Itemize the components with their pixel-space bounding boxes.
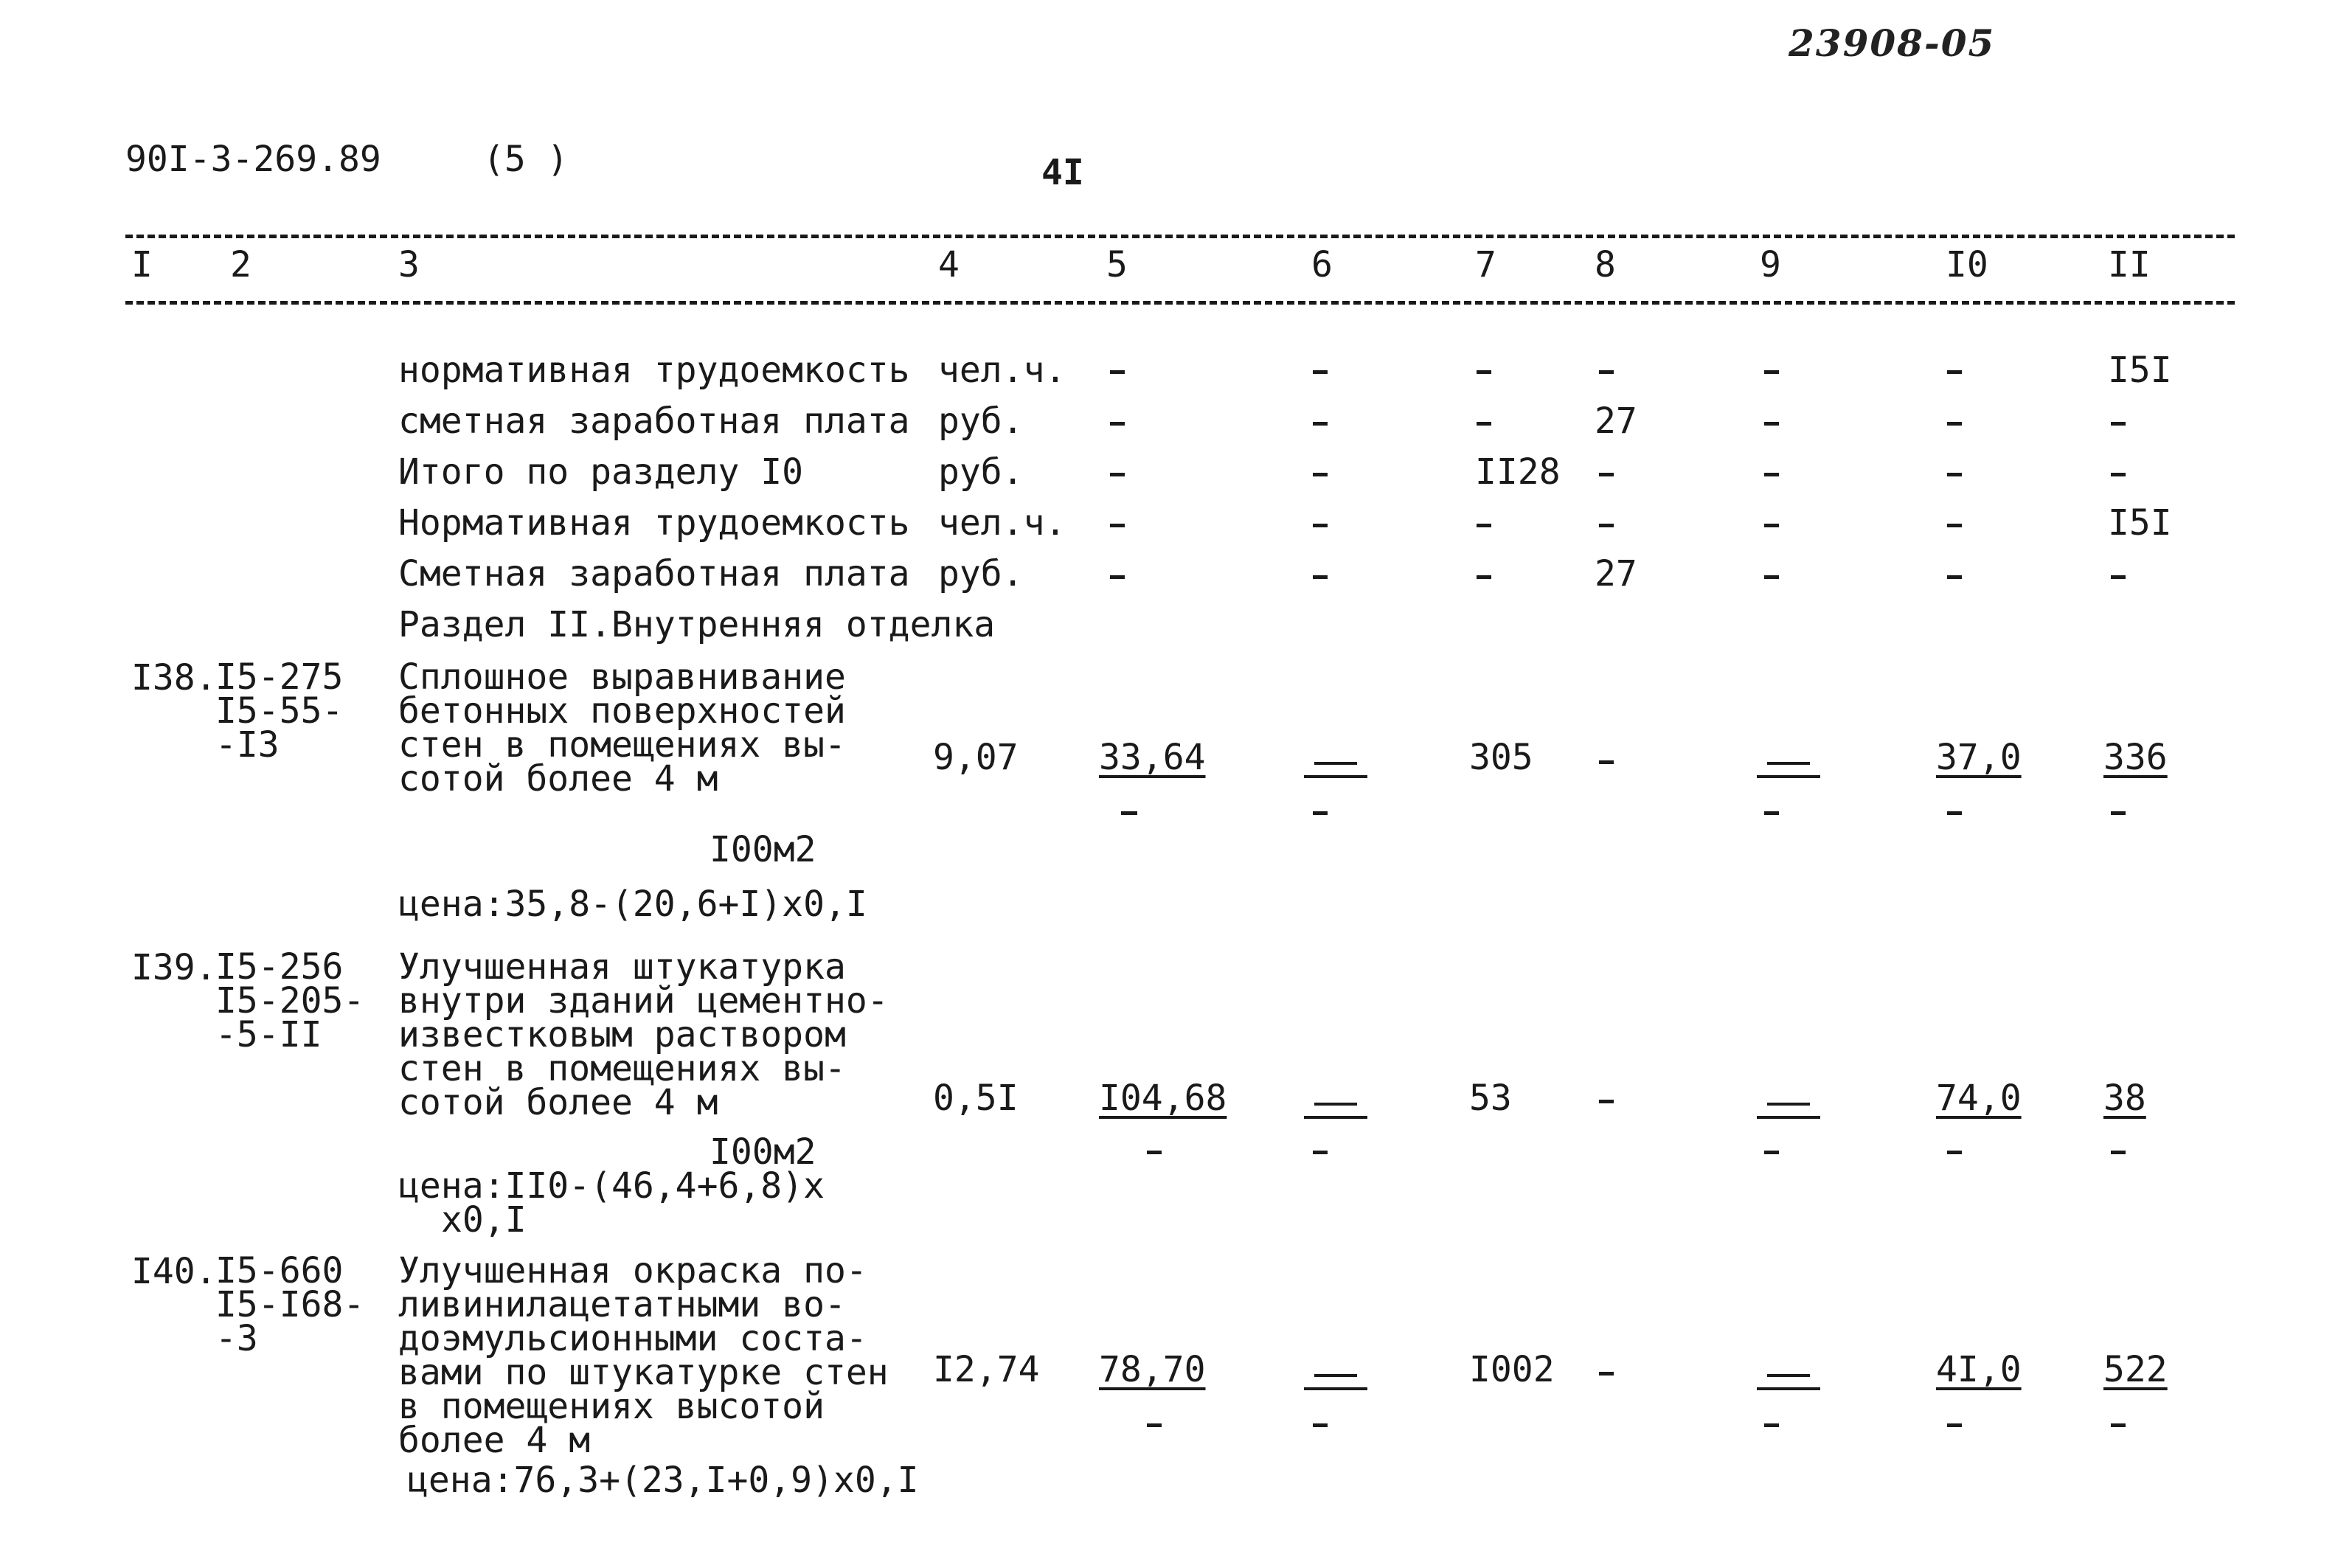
item-labor-norm: 74,0 [1936,1078,2022,1119]
item-code: -I3 [215,724,280,766]
subvalue-dash [1947,1151,1962,1154]
total-label: Сметная заработная плата [398,553,910,594]
col-header-11: II [2108,244,2151,285]
empty-dash [1313,422,1328,426]
empty-dash [1764,575,1779,579]
subvalue-dash [2111,1423,2126,1427]
item-code: I5-275 [215,656,344,698]
section-title: Раздел II.Внутренняя отделка [398,604,996,645]
empty-dash [1599,1372,1614,1376]
empty-dash [1599,760,1614,764]
empty-dash [2111,575,2126,579]
item-description: Сплошное выравнивание бетонных поверхностей стен в помещениях вы- сотой более 4 м [398,656,846,800]
col-header-3: 3 [398,244,420,285]
empty-double-dash [1757,1374,1820,1390]
empty-dash [1599,1100,1614,1103]
empty-dash [1599,473,1614,476]
item-code: I5-I68- [215,1284,365,1326]
empty-dash [1599,524,1614,527]
item-number: I39. [131,947,217,988]
subvalue-dash [1764,811,1779,815]
price-note: цена:35,8-(20,6+I)x0,I [398,884,867,925]
total-label: нормативная трудоемкость [398,350,910,391]
empty-double-dash [1757,1103,1820,1119]
cell-11: I5I [2108,350,2172,391]
total-unit: чел.ч. [938,350,1066,391]
item-code: I5-660 [215,1250,344,1291]
item-unit-price: I04,68 [1099,1078,1227,1119]
empty-dash [1110,524,1125,527]
corner-note: 23908-05 [1789,21,1996,65]
empty-dash [1947,422,1962,426]
subvalue-dash [1947,1423,1962,1427]
empty-dash [1477,370,1491,374]
empty-dash [1313,575,1328,579]
doc-number: 90I-3-269.89 [125,139,381,180]
subvalue-dash [1764,1151,1779,1154]
album-number: (5 ) [483,139,569,180]
item-cost: 53 [1469,1078,1512,1119]
total-unit: руб. [938,400,1024,442]
empty-dash [1110,370,1125,374]
item-code: I5-55- [215,690,344,732]
subvalue-dash [1313,1423,1328,1427]
item-code: -3 [215,1318,258,1360]
col-header-1: I [131,244,153,285]
empty-double-dash [1304,1103,1367,1119]
item-codes [215,656,344,766]
empty-dash [1764,524,1779,527]
price-note: цена:76,3+(23,I+0,9)x0,I [407,1460,919,1501]
total-unit: руб. [938,553,1024,594]
col-header-9: 9 [1760,244,1781,285]
empty-dash [1477,422,1491,426]
empty-dash [2111,422,2126,426]
subvalue-dash [1147,1423,1162,1427]
col-header-10: I0 [1946,244,1988,285]
item-quantity: 9,07 [933,737,1019,778]
empty-dash [1110,422,1125,426]
subvalue-dash [1313,811,1328,815]
empty-dash [1764,473,1779,476]
empty-dash [1477,575,1491,579]
empty-dash [1110,473,1125,476]
item-code: I5-205- [215,980,365,1022]
item-code: I5-256 [215,946,344,988]
item-labor-total: 522 [2103,1349,2168,1390]
empty-dash [1313,370,1328,374]
subvalue-dash [2111,1151,2126,1154]
col-header-5: 5 [1106,244,1128,285]
item-cost: 305 [1469,737,1533,778]
empty-dash [1110,575,1125,579]
cell-7: II28 [1475,451,1561,493]
item-description: Улучшенная штукатурка внутри зданий цементно- известковым раствором стен в помещениях вы- сотой более 4 м [398,946,889,1124]
col-header-7: 7 [1475,244,1496,285]
item-code: -5-II [215,1014,322,1056]
item-description: Улучшенная окраска по- ливинилацетатными во- доэмульсионными соста- вами по штукатурке стен в помещениях высотой более 4 м [398,1250,889,1462]
item-unit: I00м2 [710,1131,816,1173]
item-codes [215,1250,365,1360]
item-labor-total: 336 [2103,737,2168,778]
empty-dash [1599,370,1614,374]
empty-dash [1313,524,1328,527]
empty-double-dash [1304,762,1367,778]
subvalue-dash [1147,1151,1162,1154]
empty-dash [1764,422,1779,426]
item-unit-price: 78,70 [1099,1349,1206,1390]
subvalue-dash [1947,811,1962,815]
item-labor-norm: 4I,0 [1936,1349,2022,1390]
empty-dash [1764,370,1779,374]
item-cost: I002 [1469,1349,1555,1390]
table-top-rule [125,235,2235,238]
subvalue-dash [2111,811,2126,815]
item-unit: I00м2 [710,829,816,870]
item-number: I40. [131,1251,217,1292]
subvalue-dash [1764,1423,1779,1427]
cell-11: I5I [2108,502,2172,544]
total-label: сметная заработная плата [398,400,910,442]
cell-8: 27 [1595,400,1637,442]
price-note: цена:II0-(46,4+6,8)x x0,I [398,1165,825,1241]
empty-dash [1477,524,1491,527]
col-header-4: 4 [938,244,960,285]
item-labor-total: 38 [2103,1078,2146,1119]
empty-dash [1947,575,1962,579]
table-header-rule [125,301,2235,305]
item-quantity: I2,74 [933,1349,1040,1390]
subvalue-dash [1121,811,1137,815]
item-codes [215,946,365,1056]
empty-double-dash [1304,1374,1367,1390]
empty-dash [1947,524,1962,527]
item-number: I38. [131,657,217,698]
total-unit: руб. [938,451,1024,493]
item-unit-price: 33,64 [1099,737,1206,778]
empty-dash [1947,370,1962,374]
total-label: Итого по разделу I0 [398,451,804,493]
empty-dash [2111,473,2126,476]
item-labor-norm: 37,0 [1936,737,2022,778]
col-header-2: 2 [230,244,251,285]
empty-double-dash [1757,762,1820,778]
total-label: Нормативная трудоемкость [398,502,910,544]
empty-dash [1947,473,1962,476]
item-quantity: 0,5I [933,1078,1019,1119]
page-number: 4I [1041,152,1084,193]
col-header-8: 8 [1595,244,1616,285]
empty-dash [1313,473,1328,476]
cell-8: 27 [1595,553,1637,594]
subvalue-dash [1313,1151,1328,1154]
col-header-6: 6 [1311,244,1333,285]
total-unit: чел.ч. [938,502,1066,544]
